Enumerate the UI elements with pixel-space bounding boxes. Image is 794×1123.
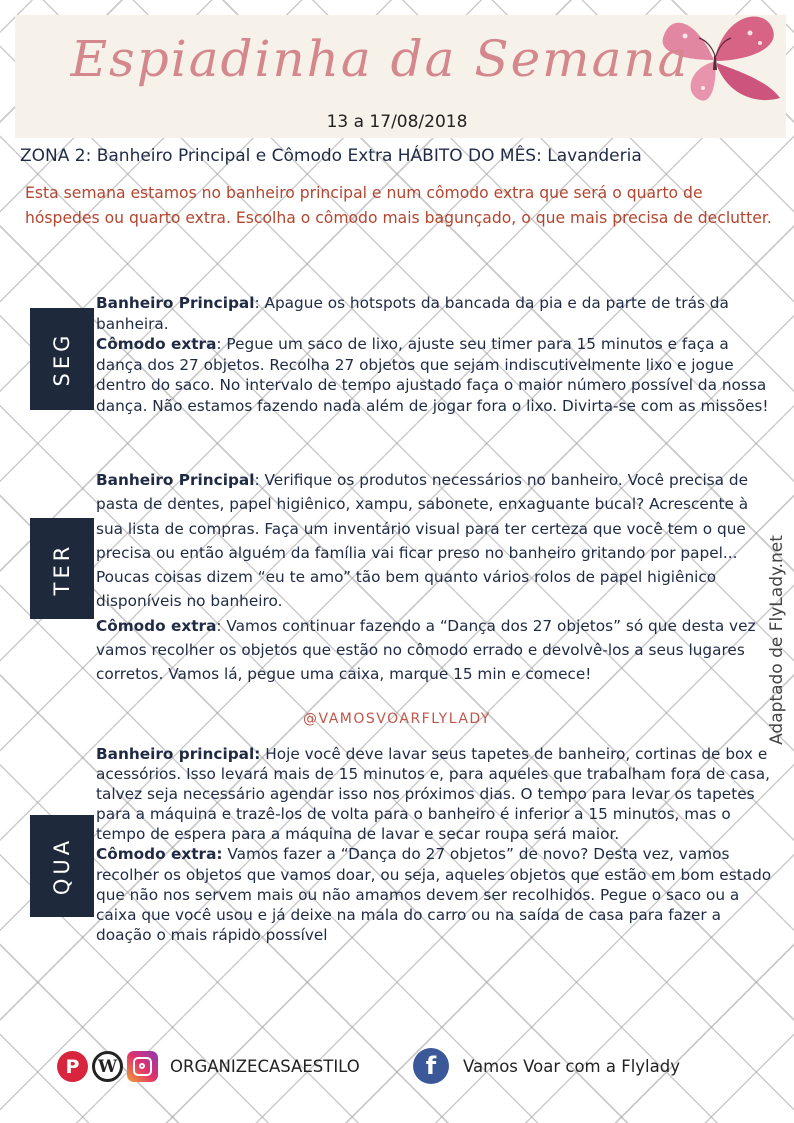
intro-text: Esta semana estamos no banheiro principal e num cômodo extra que será o quarto de hóspedes ou quarto extra. Escolha o cômodo mais bagunçado, o que mais precisa de declutter. [25,184,772,227]
footer-account-link[interactable]: ORGANIZECASAESTILO [170,1057,360,1076]
wordpress-icon[interactable]: W [92,1051,123,1082]
day-tab-qua [30,815,94,917]
task-title: Cômodo extra [96,335,217,353]
task-text: : Apague os hotspots da bancada da pia e da parte de trás da banheira. [96,294,729,333]
pinterest-icon[interactable]: P [57,1051,88,1082]
day-block-seg [96,293,772,416]
footer-group-link[interactable]: Vamos Voar com a Flylady [463,1057,680,1076]
task-title: Cômodo extra [96,616,217,635]
day-block-ter [96,468,772,687]
day-label: SEG [50,331,74,387]
day-tab-ter [30,518,94,619]
task-text: : Verifique os produtos necessários no banheiro. Você precisa de pasta de dentes, papel higiênico, xampu, sabonete, enxaguante bucal? Acrescente à sua lista de compras. Faça um inventário visual para ter certeza que você tem o que precisa ou então alguém da família vai ficar preso no banheiro gritando por papel... Poucas coisas dizem “eu te amo” tão bem quanto vários rolos de papel higiênico disponíveis no banheiro. [96,471,749,611]
credit-text: Adaptado de FlyLady.net [767,535,787,745]
page-title: Espiadinha da Semana [70,30,690,88]
task-text: : Vamos continuar fazendo a “Dança dos 27 objetos” só que desta vez vamos recolher os objetos que estão no cômodo errado e devolvê-los a seus lugares corretos. Vamos lá, pegue uma caixa, marque 15 min e comece! [96,616,756,684]
task-title: Banheiro principal: [96,745,261,763]
task-title: Banheiro Principal [96,471,255,489]
task-text: Vamos fazer a “Dança do 27 objetos” de novo? Desta vez, vamos recolher os objetos que vamos doar, ou seja, aqueles objetos que estão em bom estado que não nos servem mais ou não amamos devem ser recolhidos. Pegue o saco ou a caixa que você usou e já deixe na mala do carro ou na saída de casa para fazer a doação o mais rápido possível [96,845,772,944]
task-text: : Pegue um saco de lixo, ajuste seu timer para 15 minutos e faça a dança dos 27 objetos. Recolha 27 objetos que sejam indiscutivelmente lixo e jogue dentro do saco. No intervalo de tempo ajustado faça o maior número possível da nossa dança. Não estamos fazendo nada além de jogar fora o lixo. Divirta-se com as missões! [96,335,769,415]
social-handle: @VAMOSVOARFLYLADY [303,711,491,727]
zone-line: ZONA 2: Banheiro Principal e Cômodo Extra HÁBITO DO MÊS: Lavanderia [20,146,642,166]
task-text: Hoje você deve lavar seus tapetes de banheiro, cortinas de box e acessórios. Isso levará mais de 15 minutos e, para aqueles que trabalham fora de casa, talvez seja necessário agendar isso nos próximos dias. O tempo para levar os tapetes para a máquina e trazê-los de volta para o banheiro é inferior a 15 minutos, mas o tempo de espera para a máquina de lavar e secar roupa será maior. [96,745,770,844]
day-tab-seg [30,308,94,410]
facebook-icon[interactable]: f [413,1048,449,1084]
task-title: Banheiro Principal [96,294,255,312]
date-range: 13 a 17/08/2018 [326,112,468,132]
day-block-qua [96,744,772,945]
day-label: QUA [50,836,74,896]
day-label: TER [50,542,74,595]
task-title: Cômodo extra: [96,845,223,864]
instagram-icon[interactable] [127,1051,158,1082]
